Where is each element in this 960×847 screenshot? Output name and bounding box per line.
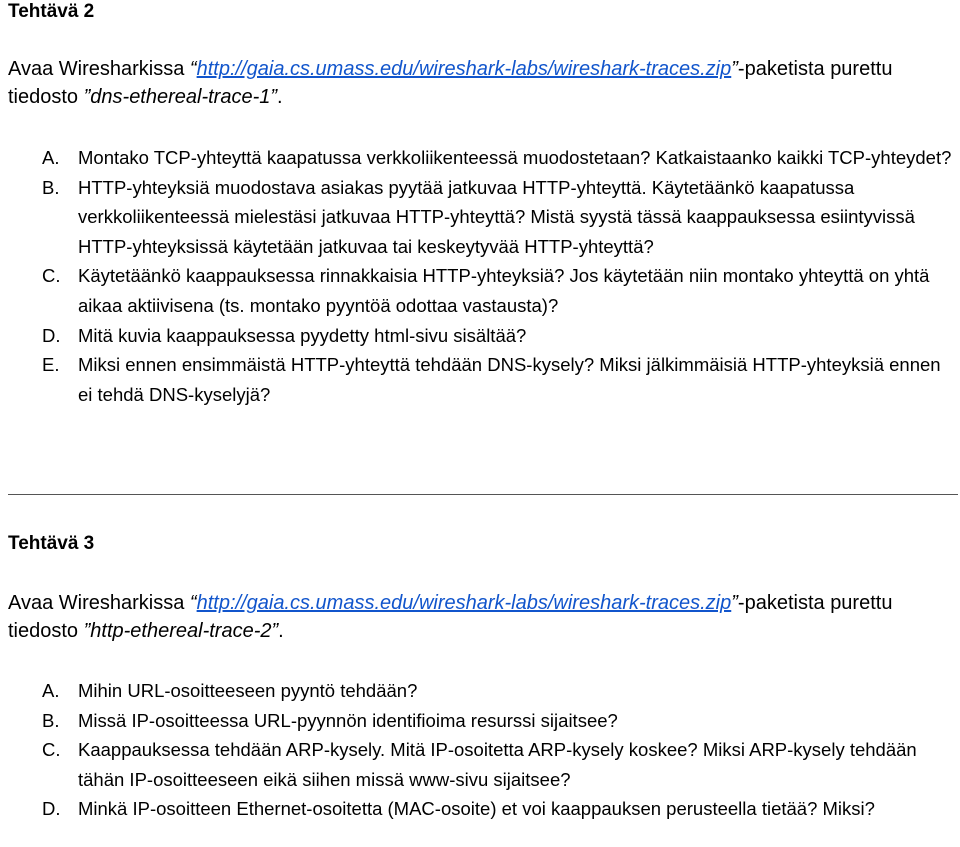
question-letter: A.: [42, 680, 60, 701]
close-quote: ”: [731, 592, 738, 614]
trace-file-name: dns-ethereal-trace-1: [90, 86, 271, 108]
question-letter: D.: [42, 324, 61, 346]
traces-zip-link[interactable]: http://gaia.cs.umass.edu/wireshark-labs/wireshark-traces.zip: [196, 592, 732, 614]
open-quote: “: [189, 592, 197, 614]
question-item: [42, 173, 956, 262]
question-item: [42, 735, 956, 794]
open-quote: “: [189, 58, 197, 80]
question-text: Miksi ennen ensimmäistä HTTP-yhteyttä tehdään DNS-kysely? Miksi jälkimmäisiä HTTP-yhteyksiä ennen ei tehdä DNS-kyselyjä?: [78, 354, 941, 405]
question-letter: A.: [42, 147, 60, 168]
question-text: Käytetäänkö kaappauksessa rinnakkaisia HTTP-yhteyksiä? Jos käytetään niin montako yhteyttä on yhtä aikaa aktiivisena (ts. montako pyyntöä odottaa vastausta)?: [78, 265, 930, 316]
question-text: Minkä IP-osoitteen Ethernet-osoitetta (MAC-osoite) et voi kaappauksen perusteella tietää? Miksi?: [78, 798, 875, 820]
question-text: Montako TCP-yhteyttä kaapatussa verkkoliikenteessä muodostetaan? Katkaistaanko kaikki TCP-yhteydet?: [78, 147, 952, 168]
question-text: Kaappauksessa tehdään ARP-kysely. Mitä IP-osoitetta ARP-kysely koskee? Miksi ARP-kysely tehdään tähän IP-osoitteeseen eikä siihen missä www-sivu sijaitsee?: [78, 739, 917, 790]
section-2-title: Tehtävä 2: [8, 1, 95, 22]
question-item: [42, 794, 956, 824]
question-item: [42, 321, 956, 351]
question-item: [42, 261, 956, 320]
question-item: [42, 706, 956, 736]
section-3-title: Tehtävä 3: [8, 533, 95, 554]
section-divider: [8, 494, 958, 495]
trace-file-name: http-ethereal-trace-2: [90, 620, 272, 642]
question-item: [42, 350, 956, 409]
question-letter: E.: [42, 354, 60, 376]
question-text: Mihin URL-osoitteeseen pyyntö tehdään?: [78, 680, 418, 701]
section-3-intro: [8, 589, 956, 645]
intro-middle: -paketista purettu tiedosto: [8, 58, 893, 108]
intro-prefix: Avaa Wiresharkissa: [8, 58, 190, 80]
file-close-quote: ”: [270, 86, 278, 108]
file-open-quote: ”: [83, 86, 91, 108]
question-text: Missä IP-osoitteessa URL-pyynnön identifioima resurssi sijaitsee?: [78, 709, 618, 731]
intro-end: .: [278, 620, 284, 642]
question-letter: C.: [42, 265, 61, 287]
file-close-quote: ”: [271, 620, 279, 642]
question-text: Mitä kuvia kaappauksessa pyydetty html-sivu sisältää?: [78, 324, 527, 346]
question-letter: B.: [42, 709, 60, 731]
section-2-questions: [42, 143, 956, 409]
question-letter: B.: [42, 176, 60, 198]
question-letter: C.: [42, 739, 61, 761]
section-3-questions: [42, 676, 956, 824]
traces-zip-link[interactable]: http://gaia.cs.umass.edu/wireshark-labs/wireshark-traces.zip: [196, 58, 732, 80]
intro-middle: -paketista purettu tiedosto: [8, 592, 893, 642]
question-item: [42, 676, 956, 706]
file-open-quote: ”: [83, 620, 91, 642]
section-2-intro: [8, 55, 956, 111]
intro-prefix: Avaa Wiresharkissa: [8, 592, 190, 614]
question-letter: D.: [42, 798, 61, 820]
intro-end: .: [277, 86, 283, 108]
question-item: [42, 143, 956, 173]
question-text: HTTP-yhteyksiä muodostava asiakas pyytää jatkuvaa HTTP-yhteyttä. Käytetäänkö kaapatussa verkkoliikenteessä mielestäsi jatkuvaa HTTP-yhteyttä? Mistä syystä tässä kaappauksessa esiintyvissä HTTP-yhteyksissä käytetään jatkuvaa tai keskeytyvää HTTP-yhteyttä?: [78, 176, 915, 257]
close-quote: ”: [731, 58, 738, 80]
